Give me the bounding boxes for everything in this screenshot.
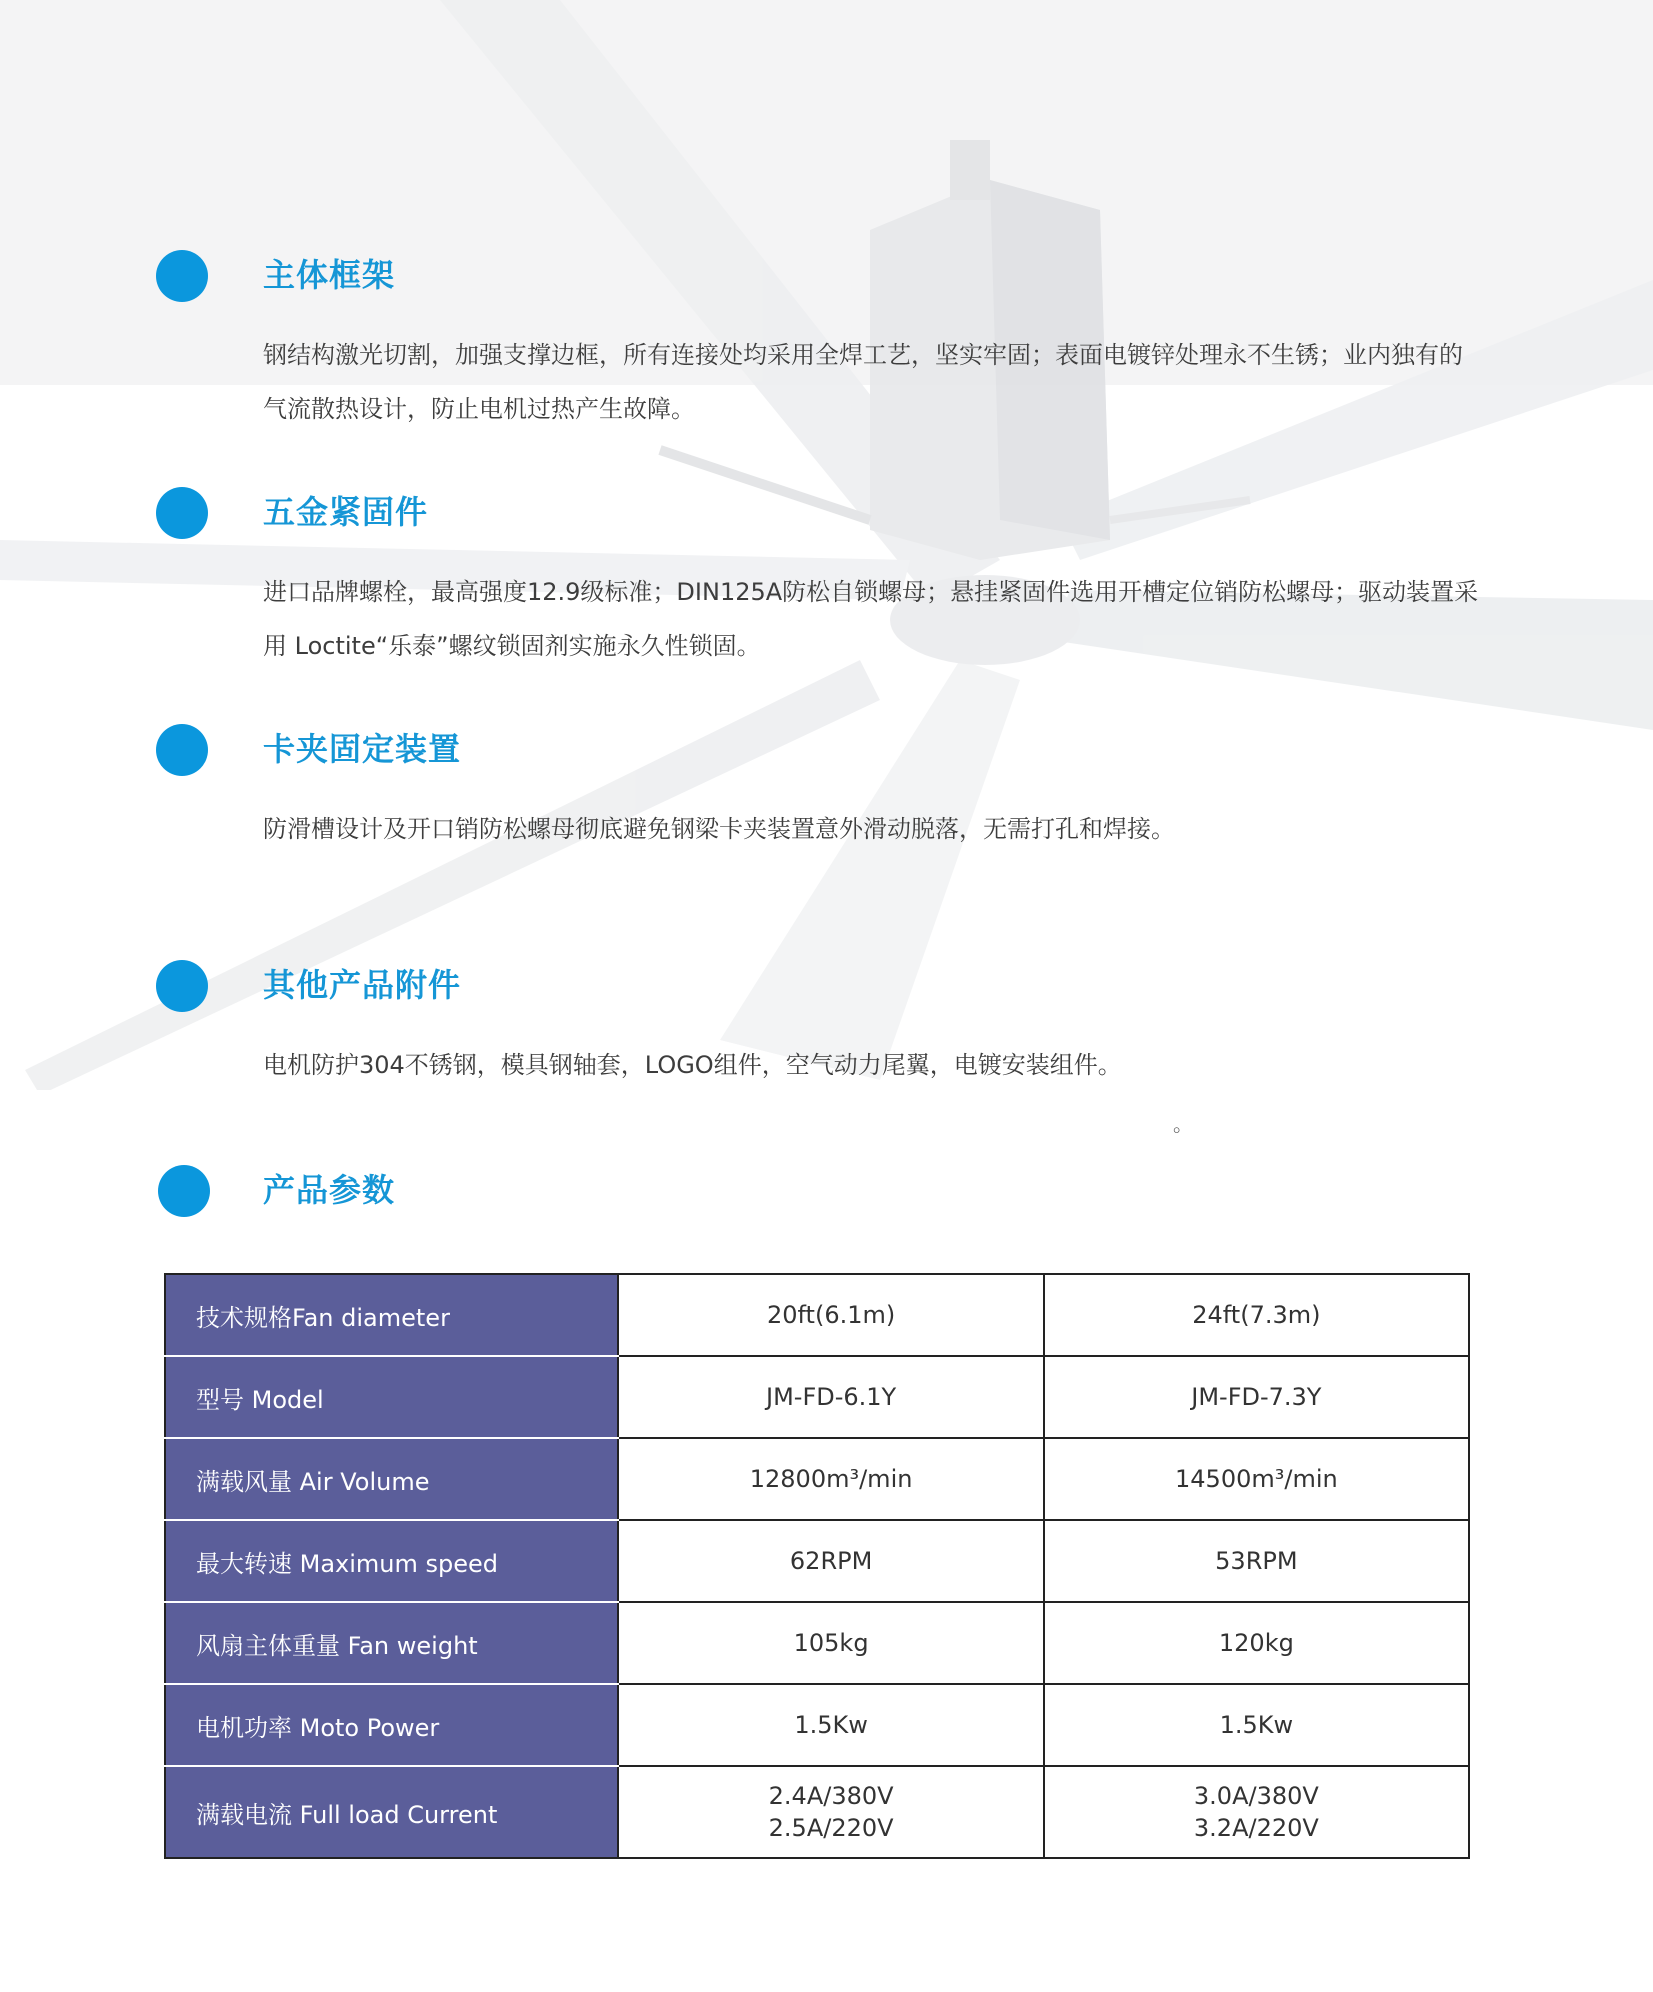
- section-title: 五金紧固件: [263, 493, 429, 531]
- bullet-dot-icon: [156, 250, 208, 302]
- section-title: 主体框架: [263, 256, 396, 294]
- spec-label: 满载电流 Full load Current: [165, 1766, 618, 1858]
- spec-value-line: 14500m³/min: [1175, 1465, 1338, 1493]
- spec-value-line: 24ft(7.3m): [1192, 1301, 1321, 1329]
- spec-value-24ft: [1044, 1766, 1469, 1858]
- spec-value-20ft: [618, 1274, 1043, 1356]
- spec-row: [165, 1684, 1469, 1766]
- section-body: 钢结构激光切割，加强支撑边框，所有连接处均采用全焊工艺，坚实牢固；表面电镀锌处理永不生锈；业内独有的气流散热设计，防止电机过热产生故障。: [263, 341, 1463, 423]
- spec-label: 电机功率 Moto Power: [165, 1684, 618, 1766]
- spec-label: 满载风量 Air Volume: [165, 1438, 618, 1520]
- spec-value-line: 2.5A/220V: [768, 1814, 894, 1842]
- spec-row: [165, 1766, 1469, 1858]
- stray-punctuation-mark: 。: [1173, 1112, 1193, 1136]
- spec-value-line: 120kg: [1218, 1629, 1294, 1657]
- spec-value-24ft: [1044, 1356, 1469, 1438]
- spec-value-20ft: [618, 1356, 1043, 1438]
- spec-label: 最大转速 Maximum speed: [165, 1520, 618, 1602]
- spec-row: [165, 1438, 1469, 1520]
- bullet-dot-icon: [158, 1165, 210, 1217]
- spec-value-24ft: [1044, 1438, 1469, 1520]
- spec-value-line: 20ft(6.1m): [766, 1301, 896, 1329]
- spec-table: [164, 1273, 1470, 1859]
- spec-value-line: 2.4A/380V: [768, 1782, 894, 1810]
- section-body: 电机防护304不锈钢，模具钢轴套，LOGO组件，空气动力尾翼，电镀安装组件。: [263, 1051, 1122, 1079]
- spec-value-20ft: [618, 1602, 1043, 1684]
- spec-value-line: 53RPM: [1215, 1547, 1298, 1575]
- spec-row: [165, 1602, 1469, 1684]
- spec-value-24ft: [1044, 1684, 1469, 1766]
- spec-value-line: 3.0A/380V: [1193, 1782, 1319, 1810]
- spec-label: 型号 Model: [165, 1356, 618, 1438]
- section-title: 其他产品附件: [263, 966, 462, 1004]
- spec-value-20ft: [618, 1520, 1043, 1602]
- spec-row: [165, 1274, 1469, 1356]
- spec-row: [165, 1520, 1469, 1602]
- spec-label: 风扇主体重量 Fan weight: [165, 1602, 618, 1684]
- spec-label: 技术规格Fan diameter: [165, 1274, 618, 1356]
- spec-row: [165, 1356, 1469, 1438]
- section-title: 产品参数: [263, 1171, 396, 1209]
- spec-value-line: 105kg: [793, 1629, 869, 1657]
- spec-value-line: JM-FD-7.3Y: [1191, 1383, 1322, 1411]
- spec-value-line: 3.2A/220V: [1193, 1814, 1319, 1842]
- spec-value-24ft: [1044, 1520, 1469, 1602]
- section-body: 防滑槽设计及开口销防松螺母彻底避免钢梁卡夹装置意外滑动脱落，无需打孔和焊接。: [263, 815, 1175, 843]
- spec-table-body: [165, 1274, 1469, 1858]
- section-title: 卡夹固定装置: [263, 730, 462, 768]
- spec-value-24ft: [1044, 1274, 1469, 1356]
- spec-value-20ft: [618, 1766, 1043, 1858]
- spec-value-line: 62RPM: [789, 1547, 873, 1575]
- spec-value-20ft: [618, 1438, 1043, 1520]
- spec-value-20ft: [618, 1684, 1043, 1766]
- bullet-dot-icon: [156, 487, 208, 539]
- spec-value-line: JM-FD-6.1Y: [766, 1383, 897, 1411]
- spec-value-24ft: [1044, 1602, 1469, 1684]
- bullet-dot-icon: [156, 960, 208, 1012]
- bullet-dot-icon: [156, 724, 208, 776]
- section-body: 进口品牌螺栓，最高强度12.9级标准；DIN125A防松自锁螺母；悬挂紧固件选用开槽定位销防松螺母；驱动装置采用 Loctite“乐泰”螺纹锁固剂实施永久性锁固。: [263, 578, 1479, 660]
- spec-value-line: 1.5Kw: [1219, 1711, 1294, 1739]
- spec-value-line: 1.5Kw: [794, 1711, 868, 1739]
- spec-value-line: 12800m³/min: [749, 1465, 913, 1493]
